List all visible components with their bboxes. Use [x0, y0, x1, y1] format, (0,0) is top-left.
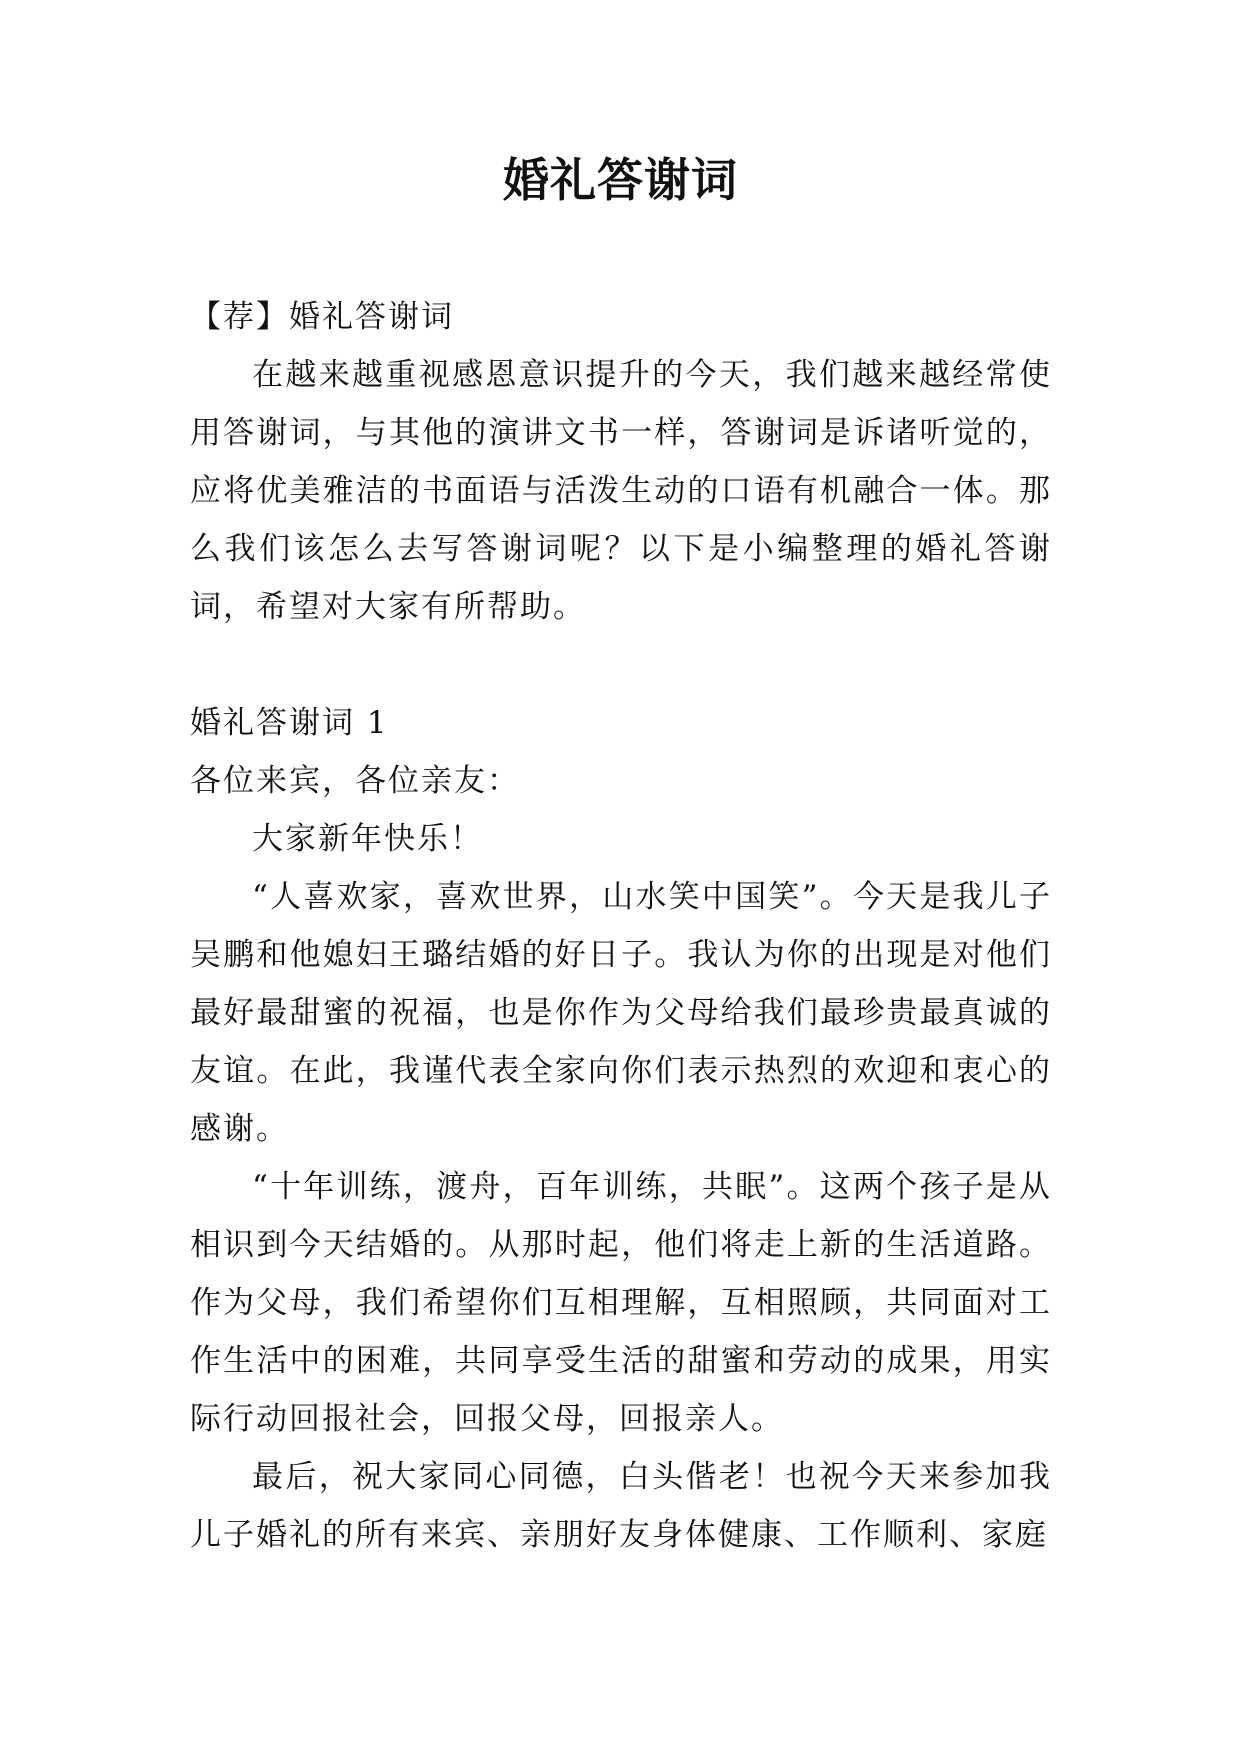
section-heading: 婚礼答谢词 1: [190, 705, 389, 741]
document-title: 婚礼答谢词: [503, 153, 738, 207]
body-paragraph: “十年训练，渡舟，百年训练，共眠”。这两个孩子是从相识到今天结婚的。从那时起，他们将走上新的生活道路。作为父母，我们希望你们互相理解，互相照顾，共同面对工作生活中的困难，共同享受生活的甜蜜和劳动的成果，用实际行动回报社会，回报父母，回报亲人。: [190, 1169, 1052, 1437]
document-body: [190, 288, 1052, 1564]
paragraph-spacer: [190, 636, 1052, 694]
body-paragraph: “人喜欢家，喜欢世界，山水笑中国笑”。今天是我儿子吴鹏和他媳妇王璐结婚的好日子。我认为你的出现是对他们最好最甜蜜的祝福，也是你作为父母给我们最珍贵最真诚的友谊。在此，我谨代表全家向你们表示热烈的欢迎和衷心的感谢。: [190, 879, 1052, 1147]
body-paragraph: 最后，祝大家同心同德，白头偕老！也祝今天来参加我儿子婚礼的所有来宾、亲朋好友身体健康、工作顺利、家庭: [190, 1459, 1052, 1553]
document-subtitle: 【荐】婚礼答谢词: [190, 299, 454, 335]
intro-paragraph: 在越来越重视感恩意识提升的今天，我们越来越经常使用答谢词，与其他的演讲文书一样，答谢词是诉诸听觉的，应将优美雅洁的书面语与活泼生动的口语有机融合一体。那么我们该怎么去写答谢词呢？以下是小编整理的婚礼答谢词，希望对大家有所帮助。: [190, 357, 1052, 625]
greeting-line: 各位来宾，各位亲友：: [190, 763, 520, 799]
body-paragraph: 大家新年快乐！: [252, 821, 483, 857]
